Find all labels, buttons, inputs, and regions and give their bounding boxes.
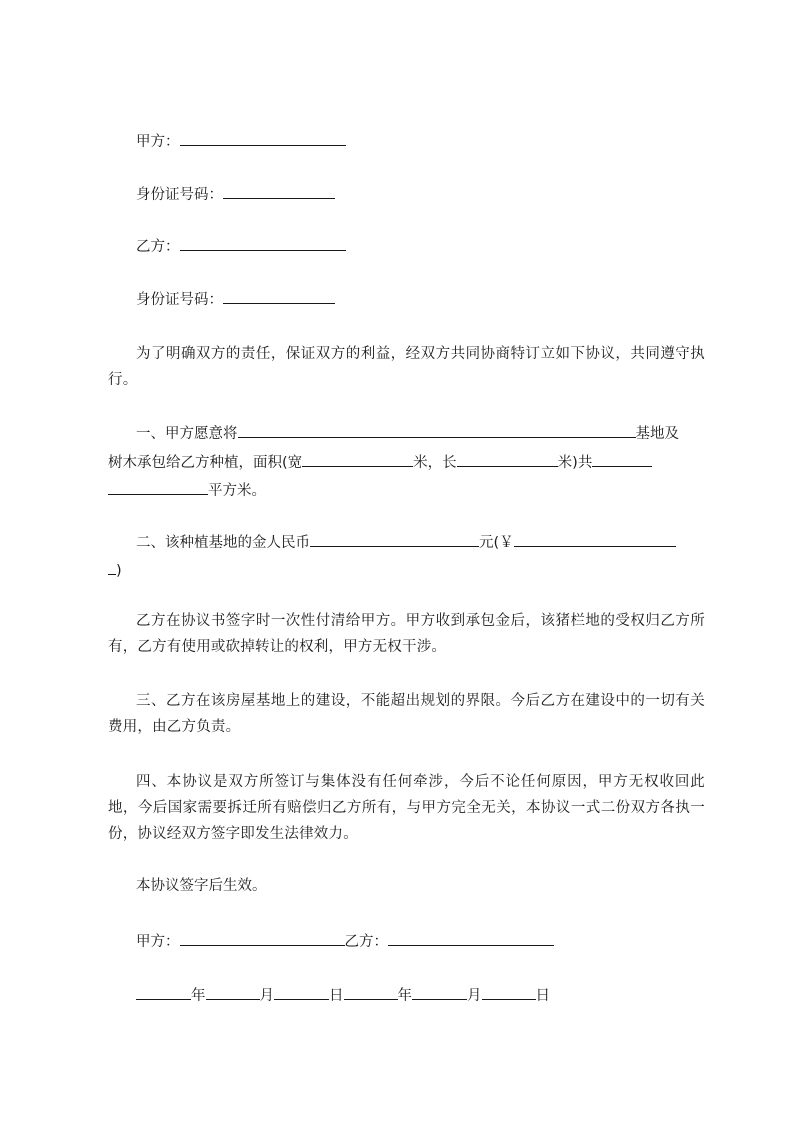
sign-party-a-blank[interactable] <box>180 931 345 946</box>
party-a-blank[interactable] <box>180 131 346 146</box>
clause1-meter2: 米)共 <box>557 455 593 471</box>
party-b-label: 乙方： <box>136 239 180 255</box>
payment-paragraph: 乙方在协议书签字时一次性付清给甲方。甲方收到承包金后，该猪栏地的受权归乙方所有，乙方有使用或砍掉转让的权利，甲方无权干涉。 <box>108 613 705 655</box>
sign-party-b-label: 乙方： <box>344 934 388 950</box>
date-b-day-blank[interactable] <box>482 985 536 1000</box>
id-b-line <box>136 289 705 309</box>
id-a-label: 身份证号码： <box>136 187 223 203</box>
date-a-day-blank[interactable] <box>274 985 329 1000</box>
clause1-length-blank[interactable] <box>457 452 558 467</box>
date-b-day: 日 <box>535 988 550 1004</box>
clause1-meter1: 米，长 <box>413 455 457 471</box>
date-a-day: 日 <box>329 988 344 1004</box>
clause2-number-blank-b[interactable] <box>108 560 116 575</box>
date-a-month-blank[interactable] <box>206 985 260 1000</box>
effective-text: 本协议签字后生效。 <box>136 878 267 894</box>
clause1-width-blank[interactable] <box>302 452 413 467</box>
clause2-amount-blank[interactable] <box>310 532 479 547</box>
id-a-line <box>136 184 705 204</box>
date-b-month-blank[interactable] <box>412 985 467 1000</box>
clause1-prefix: 一、甲方愿意将 <box>136 426 238 442</box>
id-b-label: 身份证号码： <box>136 292 223 308</box>
signature-line <box>136 931 705 951</box>
clause1-line2 <box>108 452 705 472</box>
clause2-prefix: 二、该种植基地的金人民币 <box>136 535 310 551</box>
clause1-area-unit: 平方米。 <box>208 483 266 499</box>
clause1-line3 <box>108 480 705 500</box>
clause1-line1 <box>136 423 705 443</box>
effective-line <box>136 876 705 896</box>
date-a-year-blank[interactable] <box>136 985 191 1000</box>
date-a-month: 月 <box>259 988 274 1004</box>
sign-party-a-label: 甲方： <box>136 934 180 950</box>
party-a-label: 甲方： <box>136 134 180 150</box>
clause3-paragraph: 三、乙方在该房屋基地上的建设，不能超出规划的界限。今后乙方在建设中的一切有关费用，由乙方负责。 <box>108 693 705 735</box>
id-a-blank[interactable] <box>223 184 335 199</box>
date-b-year-blank[interactable] <box>344 985 398 1000</box>
clause1-location-blank[interactable] <box>238 423 636 438</box>
date-b-year: 年 <box>397 988 412 1004</box>
clause2-line2 <box>108 560 705 580</box>
clause1-line2-start: 树木承包给乙方种植，面积(宽 <box>108 455 303 471</box>
intro-paragraph: 为了明确双方的责任，保证双方的利益，经双方共同协商特订立如下协议，共同遵守执行。 <box>108 346 705 388</box>
party-b-blank[interactable] <box>180 236 346 251</box>
clause1-total-blank-b[interactable] <box>108 480 208 495</box>
clause2-yuan: 元(￥ <box>479 535 514 551</box>
date-line <box>136 985 705 1005</box>
party-b-line <box>136 236 705 256</box>
sign-party-b-blank[interactable] <box>388 931 554 946</box>
clause4-paragraph: 四、本协议是双方所签订与集体没有任何牵涉，今后不论任何原因，甲方无权收回此地，今后国家需要拆迁所有赔偿归乙方所有，与甲方完全无关，本协议一式二份双方各执一份，协议经双方签字即发生法律效力。 <box>108 774 705 842</box>
date-a-year: 年 <box>191 988 206 1004</box>
clause2-number-blank-a[interactable] <box>514 532 676 547</box>
clause2-line1 <box>136 532 705 552</box>
clause1-base-suffix: 基地及 <box>635 426 679 442</box>
id-b-blank[interactable] <box>223 289 335 304</box>
date-b-month: 月 <box>467 988 482 1004</box>
party-a-line <box>136 131 705 151</box>
clause1-total-blank-a[interactable] <box>592 452 652 467</box>
clause2-close: ) <box>116 563 122 579</box>
